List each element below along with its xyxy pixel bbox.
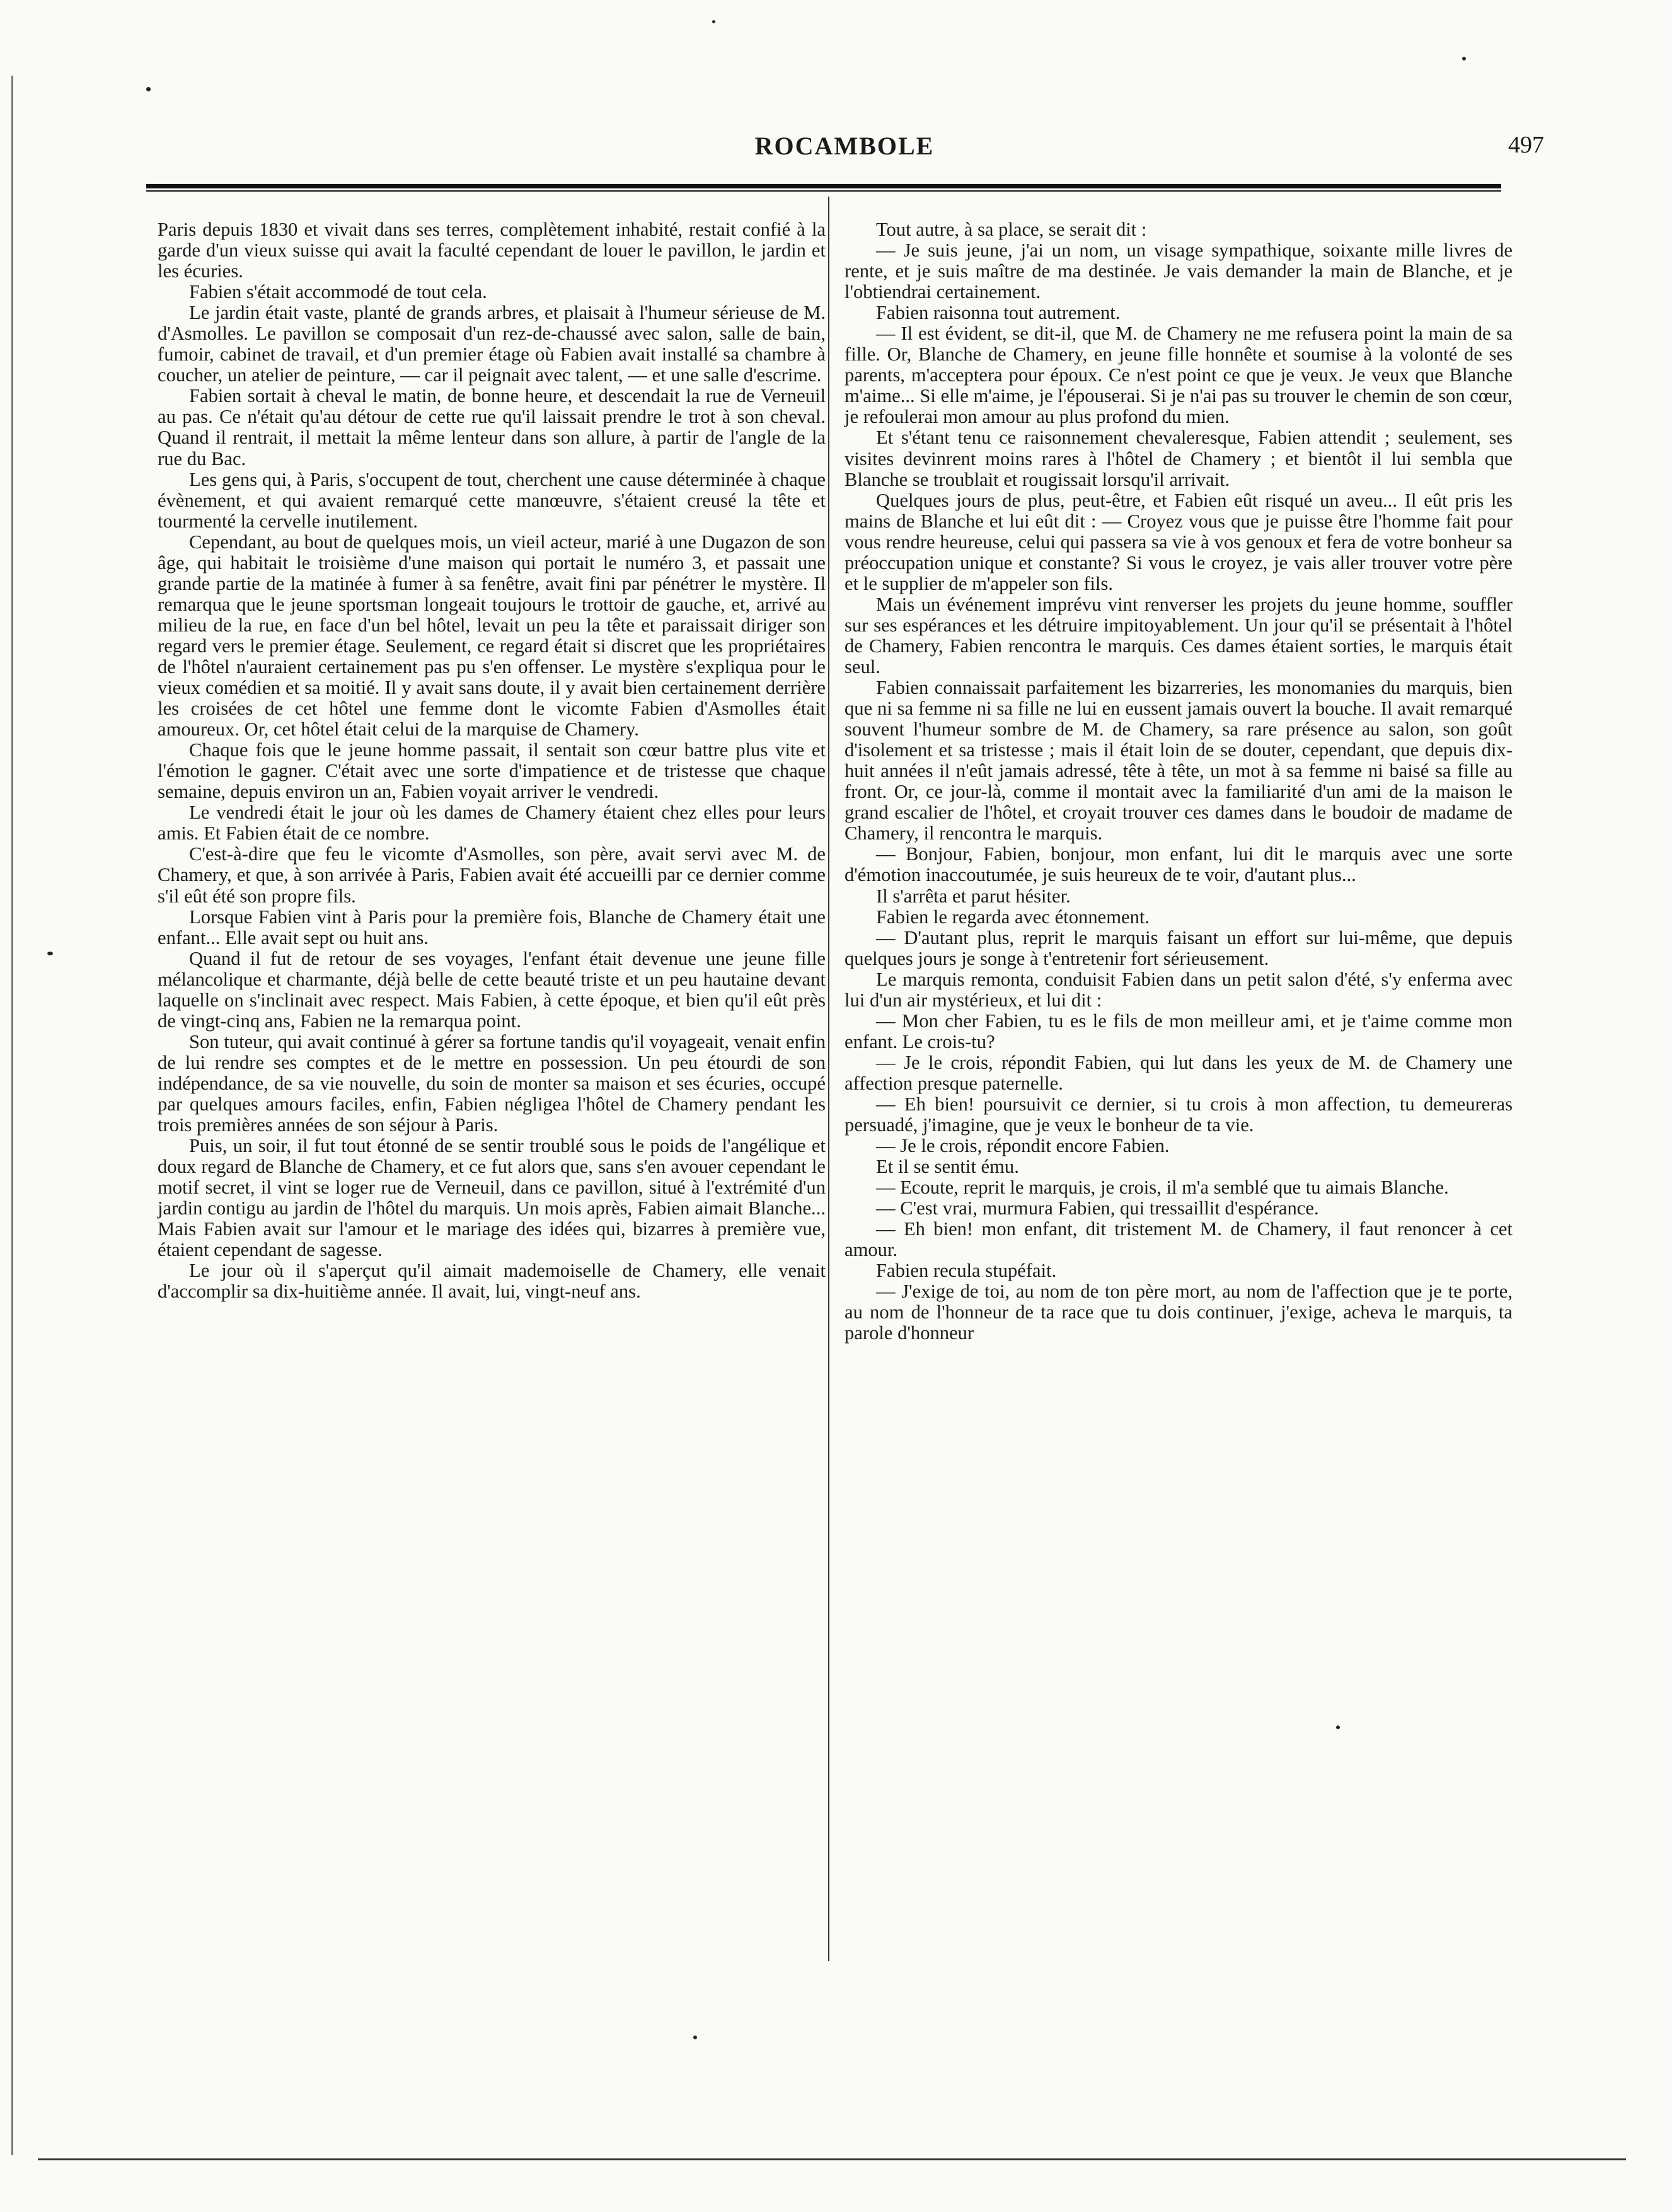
print-speck (693, 2036, 697, 2039)
page-left-edge-shadow (11, 76, 13, 2155)
bottom-edge-line (38, 2158, 1626, 2160)
paragraph: Mais un événement imprévu vint renverser les projets du jeune homme, souffler sur ses espérances et les détruire impitoyablement. Un jour qu'il se présentait à l'hôtel de Chamery, Fabien rencontra le marquis. Ces dames étaient sorties, le marquis était seul. (845, 593, 1513, 677)
print-speck (146, 87, 151, 91)
paragraph: — Il est évident, se dit-il, que M. de Chamery ne me refusera point la main de sa fille. Or, Blanche de Chamery, en jeune fille honnête et soumise à la volonté de ses parents, m'acceptera pour époux. Ce n'est point ce que je veux. Je veux que Blanche m'aime... Si elle m'aime, je l'épouserai. Si je n'ai pas su trouver le chemin de son cœur, je refoulerai mon amour au plus profond du mien. (845, 323, 1513, 428)
paragraph: Fabien le regarda avec étonnement. (876, 906, 1150, 928)
paragraph: Son tuteur, qui avait continué à gérer sa fortune tandis qu'il voyageait, venait enfin de lui rendre ses comptes et de le mettre en possession. Un peu étourdi de son indépendance, de sa vie nouvelle, du soin de monter sa maison et ses écuries, occupé par quelques amours faciles, enfin, Fabien négligea l'hôtel de Chamery pendant les trois premières années de son séjour à Paris. (158, 1030, 826, 1136)
paragraph: C'est-à-dire que feu le vicomte d'Asmolles, son père, avait servi avec M. de Chamery, et que, à son arrivée à Paris, Fabien avait été accueilli par ce dernier comme s'il eût été son propre fils. (158, 843, 826, 907)
paragraph: Il s'arrêta et parut hésiter. (876, 885, 1071, 907)
running-header (145, 131, 1544, 169)
paragraph: Fabien sortait à cheval le matin, de bonne heure, et descendait la rue de Verneuil au pas. Ce n'était qu'au détour de cette rue qu'il laissait prendre le trot à son cheval. Quand il rentrait, il mettait la même lenteur dans son allure, à partir de l'angle de la rue du Bac. (158, 385, 826, 469)
paragraph: Le marquis remonta, conduisit Fabien dans un petit salon d'été, s'y enferma avec lui d'un air mystérieux, et lui dit : (845, 968, 1513, 1011)
paragraph: Le vendredi était le jour où les dames de Chamery étaient chez elles pour leurs amis. Et Fabien était de ce nombre. (158, 802, 826, 844)
paragraph: Quelques jours de plus, peut-être, et Fabien eût risqué un aveu... Il eût pris les mains de Blanche et lui eût dit : — Croyez vous que je puisse être l'homme fait pour vous rendre heureuse, celui qui passera sa vie à vos genoux et fera de votre bonheur sa préoccupation unique et constante? Si vous le croyez, je vais aller trouver votre père et le supplier de m'appeler son fils. (845, 489, 1513, 594)
right-column (845, 219, 1513, 1344)
paragraph: Paris depuis 1830 et vivait dans ses terres, complètement inhabité, restait confié à la garde d'un vieux suisse qui avait la faculté cependant de louer le pavillon, le jardin et les écuries. (158, 219, 826, 282)
paragraph: — J'exige de toi, au nom de ton père mort, au nom de l'affection que je te porte, au nom de l'honneur de ta race que tu dois continuer, j'exige, acheva le marquis, ta parole d'honneur (845, 1281, 1513, 1344)
paragraph: Le jardin était vaste, planté de grands arbres, et plaisait à l'humeur sérieuse de M. d'Asmolles. Le pavillon se composait d'un rez-de-chaussé avec salon, salle de bain, fumoir, cabinet de travail, et d'un premier étage où Fabien avait installé sa chambre à coucher, un atelier de peinture, — car il peignait avec talent, — et une salle d'escrime. (158, 302, 826, 386)
paragraph: Et il se sentit ému. (876, 1156, 1019, 1178)
paragraph: Lorsque Fabien vint à Paris pour la première fois, Blanche de Chamery était une enfant... Elle avait sept ou huit ans. (158, 906, 826, 948)
running-title: ROCAMBOLE (754, 132, 935, 160)
paragraph: — Je le crois, répondit Fabien, qui lut dans les yeux de M. de Chamery une affection presque paternelle. (845, 1051, 1513, 1094)
paragraph: — Je suis jeune, j'ai un nom, un visage sympathique, soixante mille livres de rente, et je suis maître de ma destinée. Je vais demander la main de Blanche, et je l'obtiendrai certainement. (845, 239, 1513, 303)
paragraph: — Bonjour, Fabien, bonjour, mon enfant, lui dit le marquis avec une sorte d'émotion inaccoutumée, je suis heureux de te voir, d'autant plus... (845, 843, 1513, 886)
paragraph: Chaque fois que le jeune homme passait, il sentait son cœur battre plus vite et l'émotion le gagner. C'était avec une sorte d'impatience et de tristesse que chaque semaine, depuis environ un an, Fabien voyait arriver le vendredi. (158, 739, 826, 803)
paragraph: Le jour où il s'aperçut qu'il aimait mademoiselle de Chamery, elle venait d'accomplir sa dix-huitième année. Il avait, lui, vingt-neuf ans. (158, 1260, 826, 1303)
paragraph: Tout autre, à sa place, se serait dit : (876, 219, 1147, 240)
header-rule-thin (146, 190, 1501, 192)
paragraph: Fabien raisonna tout autrement. (876, 302, 1121, 324)
paragraph: — Eh bien! poursuivit ce dernier, si tu crois à mon affection, tu demeureras persuadé, j'imagine, que je veux le bonheur de ta vie. (845, 1093, 1513, 1136)
paragraph: — Ecoute, reprit le marquis, je crois, il m'a semblé que tu aimais Blanche. (876, 1177, 1449, 1199)
column-divider (828, 197, 829, 1961)
print-speck (1462, 57, 1466, 60)
paragraph: — D'autant plus, reprit le marquis faisant un effort sur lui-même, que depuis quelques jours je songe à t'entretenir fort sérieusement. (845, 926, 1513, 969)
left-column (158, 219, 826, 1302)
page-number: 497 (1508, 132, 1544, 158)
paragraph: Et s'étant tenu ce raisonnement chevaleresque, Fabien attendit ; seulement, ses visites devinrent moins rares à l'hôtel de Chamery ; et bientôt il lui sembla que Blanche se troublait et rougissait lorsqu'il arrivait. (845, 427, 1513, 490)
paragraph: Puis, un soir, il fut tout étonné de se sentir troublé sous le poids de l'angélique et doux regard de Blanche de Chamery, et ce fut alors que, sans s'en avouer cependant le motif secret, il vint se loger rue de Verneuil, dans ce pavillon, situé à l'extrémité d'un jardin contigu au jardin de l'hôtel du marquis. Un mois après, Fabien aimait Blanche... Mais Fabien avait sur l'amour et le mariage des idées qui, bizarres à première vue, étaient cependant de sagesse. (158, 1135, 826, 1261)
paragraph: — Je le crois, répondit encore Fabien. (876, 1135, 1170, 1157)
paragraph: Fabien s'était accommodé de tout cela. (189, 281, 487, 303)
header-rule-thick (146, 184, 1501, 188)
paragraph: Fabien recula stupéfait. (876, 1260, 1057, 1282)
paragraph: Fabien connaissait parfaitement les bizarreries, les monomanies du marquis, bien que ni sa femme ni sa fille ne lui en eussent jamais ouvert la bouche. Il avait remarqué souvent l'humeur sombre de M. de Chamery, sa rare présence au salon, son goût d'isolement et sa tristesse ; mais il était loin de se douter, cependant, que depuis dix-huit années il n'eût jamais adressé, tête à tête, un mot à sa femme ni baisé sa fille au front. Or, ce jour-là, comme il montait avec la familiarité d'un ami de la maison le grand escalier de l'hôtel, et croyait trouver ces dames dans le boudoir de madame de Chamery, il rencontra le marquis. (845, 677, 1513, 844)
paragraph: — Eh bien! mon enfant, dit tristement M. de Chamery, il faut renoncer à cet amour. (845, 1218, 1513, 1261)
paragraph: Quand il fut de retour de ses voyages, l'enfant était devenue une jeune fille mélancolique et charmante, déjà belle de cette beauté triste et un peu hautaine devant laquelle on s'inclinait avec respect. Mais Fabien, à cette époque, et bien qu'il eût près de vingt-cinq ans, Fabien ne la remarqua point. (158, 947, 826, 1032)
paragraph: — Mon cher Fabien, tu es le fils de mon meilleur ami, et je t'aime comme mon enfant. Le crois-tu? (845, 1010, 1513, 1052)
paragraph: Cependant, au bout de quelques mois, un vieil acteur, marié à une Dugazon de son âge, qui habitait le troisième d'une maison qui portait le numéro 3, et passait une grande partie de la matinée à fumer à sa fenêtre, avait fini par pénétrer le mystère. Il remarqua que le jeune sportsman longeait toujours le trottoir de gauche, et, arrivé au milieu de la rue, en face d'un bel hôtel, levait un peu la tête et paraissait diriger son regard vers le premier étage. Seulement, ce regard était si discret que les propriétaires de l'hôtel n'auraient certainement pas pu s'en offenser. Le mystère s'expliqua pour le vieux comédien et sa moitié. Il y avait sans doute, il y avait bien certainement derrière les croisées de cet hôtel une femme dont le vicomte Fabien d'Asmolles était amoureux. Or, cet hôtel était celui de la marquise de Chamery. (158, 531, 826, 740)
paragraph: — C'est vrai, murmura Fabien, qui tressaillit d'espérance. (876, 1197, 1319, 1219)
print-speck (712, 20, 715, 23)
print-speck (1336, 1725, 1340, 1729)
print-speck (47, 952, 53, 955)
paragraph: Les gens qui, à Paris, s'occupent de tout, cherchent une cause déterminée à chaque évènement, et qui avaient remarqué cette manœuvre, s'étaient creusé la tête et tourmenté la cervelle inutilement. (158, 468, 826, 532)
